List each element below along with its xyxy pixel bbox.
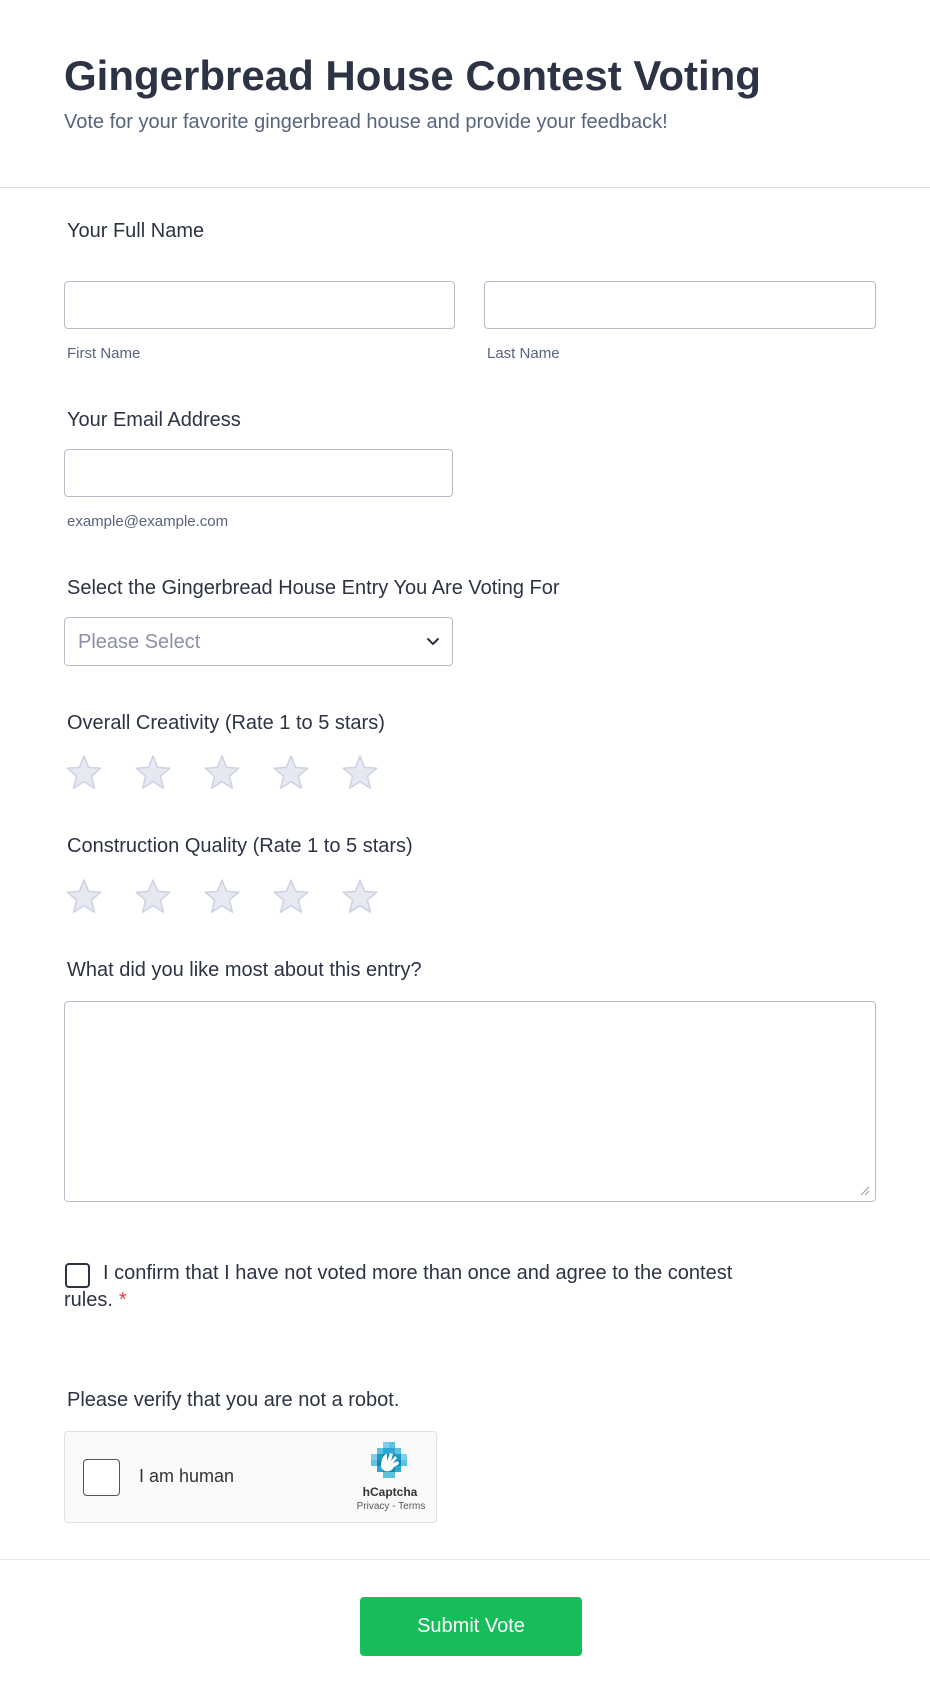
resize-grip-icon[interactable]: [858, 1184, 870, 1196]
captcha-label: Please verify that you are not a robot.: [67, 1389, 400, 1411]
entry-select-value: Please Select: [78, 631, 201, 653]
construction-star-4[interactable]: [271, 877, 311, 917]
hcaptcha-widget: [64, 1431, 437, 1523]
last-name-sublabel: Last Name: [487, 345, 560, 362]
submit-vote-button[interactable]: Submit Vote: [360, 1597, 582, 1656]
confirm-checkbox[interactable]: [65, 1263, 90, 1288]
entry-select-label: Select the Gingerbread House Entry You Are Voting For: [67, 577, 560, 599]
required-asterisk: *: [118, 1289, 127, 1311]
captcha-links: [343, 1501, 439, 1512]
captcha-checkbox[interactable]: [83, 1459, 120, 1496]
creativity-star-3[interactable]: [202, 753, 242, 793]
creativity-star-2[interactable]: [133, 753, 173, 793]
captcha-checkbox-label: I am human: [139, 1466, 235, 1486]
footer-divider: [0, 1559, 930, 1560]
form-subtitle: Vote for your favorite gingerbread house and provide your feedback!: [64, 111, 668, 133]
email-input[interactable]: [64, 449, 453, 497]
captcha-privacy-link[interactable]: Privacy: [356, 1501, 390, 1512]
last-name-input[interactable]: [484, 281, 876, 329]
construction-star-5[interactable]: [340, 877, 380, 917]
confirm-text-end: rules.: [64, 1289, 113, 1311]
feedback-label: What did you like most about this entry?: [67, 959, 422, 981]
first-name-sublabel: First Name: [67, 345, 141, 362]
feedback-textarea[interactable]: [64, 1001, 876, 1202]
form-title: Gingerbread House Contest Voting: [64, 52, 761, 99]
construction-rating-label: Construction Quality (Rate 1 to 5 stars): [67, 835, 413, 857]
entry-select[interactable]: [64, 617, 453, 666]
creativity-star-4[interactable]: [271, 753, 311, 793]
form-header: [0, 0, 930, 188]
chevron-down-icon: [424, 632, 442, 650]
creativity-rating: [64, 753, 394, 793]
confirm-text-cont: [64, 1289, 127, 1312]
creativity-star-1[interactable]: [64, 753, 104, 793]
construction-rating: [64, 877, 394, 917]
creativity-rating-label: Overall Creativity (Rate 1 to 5 stars): [67, 712, 385, 734]
construction-star-3[interactable]: [202, 877, 242, 917]
hcaptcha-brand: hCaptcha: [362, 1485, 418, 1499]
email-label: Your Email Address: [67, 409, 241, 431]
full-name-label: Your Full Name: [67, 220, 205, 242]
creativity-star-5[interactable]: [340, 753, 380, 793]
first-name-input[interactable]: [64, 281, 455, 329]
captcha-terms-link[interactable]: Terms: [398, 1501, 426, 1512]
captcha-link-separator: -: [389, 1501, 399, 1512]
confirm-text: I confirm that I have not voted more than once and agree to the contest: [103, 1262, 733, 1284]
construction-star-1[interactable]: [64, 877, 104, 917]
hcaptcha-logo-icon: [369, 1442, 409, 1482]
email-sublabel: example@example.com: [67, 513, 229, 530]
construction-star-2[interactable]: [133, 877, 173, 917]
